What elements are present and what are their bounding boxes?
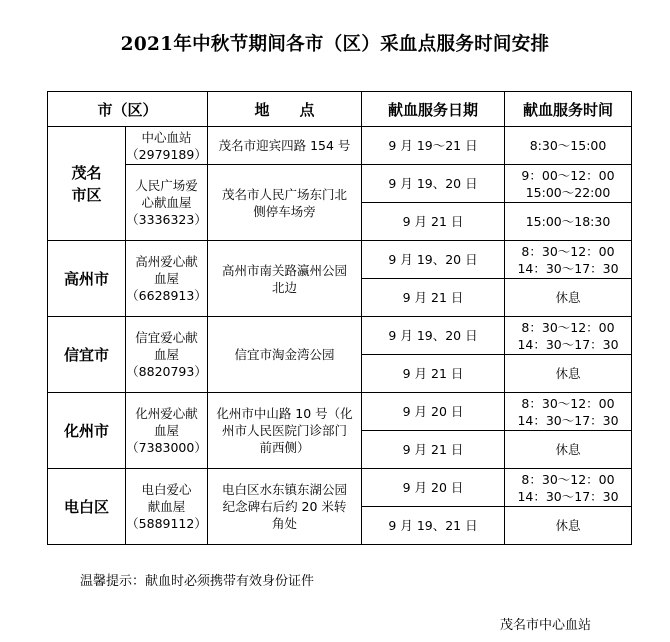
time-line: 休息	[555, 442, 581, 457]
site-name: （5889112）	[126, 516, 207, 531]
city-cell	[48, 127, 126, 241]
address-line: 州市人民医院门诊部门	[222, 423, 348, 438]
header-location: 地 点	[208, 92, 362, 127]
time-cell	[505, 355, 632, 393]
time-line: 14：30～17：30	[517, 488, 619, 504]
header-city: 市（区）	[48, 92, 208, 127]
time-line: 8：30～12：00	[521, 319, 615, 335]
date-cell: 9 月 19、21 日	[362, 507, 505, 545]
table-row	[48, 127, 632, 165]
time-cell	[505, 241, 632, 279]
address-line: 茂名市迎宾四路 154 号	[218, 138, 351, 153]
address-cell	[208, 127, 362, 165]
date-cell: 9 月 21 日	[362, 431, 505, 469]
city-name: 电白区	[63, 497, 109, 516]
site-name: 中心血站	[141, 129, 192, 145]
time-line: 休息	[555, 366, 581, 381]
date-cell: 9 月 19、20 日	[362, 317, 505, 355]
signature: 茂名市中心血站	[500, 618, 592, 633]
city-cell	[48, 469, 126, 545]
date-cell: 9 月 20 日	[362, 469, 505, 507]
address-cell	[208, 393, 362, 469]
site-name: 化州爱心献	[135, 406, 198, 421]
time-line: 14：30～17：30	[517, 260, 619, 276]
table-row	[48, 241, 632, 279]
time-cell	[505, 393, 632, 431]
site-name: 高州爱心献	[135, 254, 198, 269]
time-cell	[505, 165, 632, 203]
site-name: （2979189）	[126, 146, 207, 162]
time-line: 8:30～15:00	[529, 138, 607, 153]
time-cell	[505, 279, 632, 317]
site-name-cell	[126, 165, 208, 241]
address-line: 化州市中山路 10 号（化	[216, 406, 353, 421]
address-cell	[208, 165, 362, 241]
address-cell	[208, 469, 362, 545]
address-cell	[208, 317, 362, 393]
city-cell	[48, 393, 126, 469]
city-cell	[48, 241, 126, 317]
time-line: 休息	[555, 290, 581, 305]
address-line: 纪念碑右后约 20 米转	[222, 499, 347, 514]
time-line: 9：00～12：00	[521, 167, 615, 183]
site-name: （8820793）	[126, 364, 207, 379]
table-row	[48, 165, 632, 203]
site-name: 心献血屋	[141, 195, 192, 210]
site-name: 电白爱心	[141, 482, 192, 497]
date-cell: 9 月 19、20 日	[362, 241, 505, 279]
time-line: 15:00～18:30	[525, 214, 611, 229]
city-name: 信宜市	[63, 345, 109, 364]
time-line: 14：30～17：30	[517, 412, 619, 428]
site-name: （3336323）	[126, 212, 207, 227]
address-line: 高州市南关路瀛州公园	[222, 262, 348, 278]
address-line: 角处	[272, 516, 298, 531]
time-cell	[505, 203, 632, 241]
site-name-cell	[126, 317, 208, 393]
schedule-table	[47, 91, 632, 545]
time-line: 8：30～12：00	[521, 395, 615, 411]
header-date: 献血服务日期	[362, 92, 505, 127]
tip-note: 温馨提示：献血时必须携带有效身份证件	[80, 574, 315, 589]
table-row	[48, 469, 632, 507]
site-name: 献血屋	[147, 499, 186, 514]
city-name: 化州市	[63, 421, 109, 440]
site-name-cell	[126, 241, 208, 317]
site-name: 血屋	[154, 423, 180, 438]
header-time: 献血服务时间	[505, 92, 632, 127]
time-line: 8：30～12：00	[521, 243, 615, 259]
site-name-cell	[126, 469, 208, 545]
site-name: （6628913）	[126, 288, 207, 303]
table-header-row	[48, 92, 632, 127]
table-row	[48, 393, 632, 431]
site-name: 血屋	[154, 271, 180, 286]
site-name: 人民广场爱	[135, 178, 198, 193]
address-line: 电白区水东镇东湖公园	[222, 482, 348, 497]
time-cell	[505, 507, 632, 545]
site-name-cell	[126, 127, 208, 165]
date-cell: 9 月 21 日	[362, 203, 505, 241]
address-cell	[208, 241, 362, 317]
date-cell: 9 月 20 日	[362, 393, 505, 431]
city-name: 高州市	[63, 269, 109, 288]
address-line: 信宜市淘金湾公园	[234, 347, 335, 362]
site-name: （7383000）	[126, 440, 207, 455]
time-line: 休息	[555, 518, 581, 533]
city-name: 茂名	[71, 163, 102, 182]
time-cell	[505, 127, 632, 165]
time-line: 8：30～12：00	[521, 471, 615, 487]
date-cell: 9 月 19、20 日	[362, 165, 505, 203]
address-line: 前西侧）	[259, 440, 310, 455]
address-line: 北边	[272, 279, 298, 295]
site-name: 血屋	[154, 347, 180, 362]
table-row	[48, 317, 632, 355]
page-title: 2021年中秋节期间各市（区）采血点服务时间安排	[120, 34, 550, 55]
date-cell: 9 月 21 日	[362, 279, 505, 317]
date-cell: 9 月 21 日	[362, 355, 505, 393]
city-cell	[48, 317, 126, 393]
time-cell	[505, 317, 632, 355]
time-line: 15:00～22:00	[525, 184, 611, 200]
time-line: 14：30～17：30	[517, 336, 619, 352]
address-line: 茂名市人民广场东门北	[222, 186, 348, 202]
date-cell: 9 月 19～21 日	[362, 127, 505, 165]
site-name-cell	[126, 393, 208, 469]
city-name: 市区	[71, 185, 102, 204]
time-cell	[505, 469, 632, 507]
address-line: 侧停车场旁	[253, 203, 316, 219]
time-cell	[505, 431, 632, 469]
site-name: 信宜爱心献	[135, 330, 198, 345]
